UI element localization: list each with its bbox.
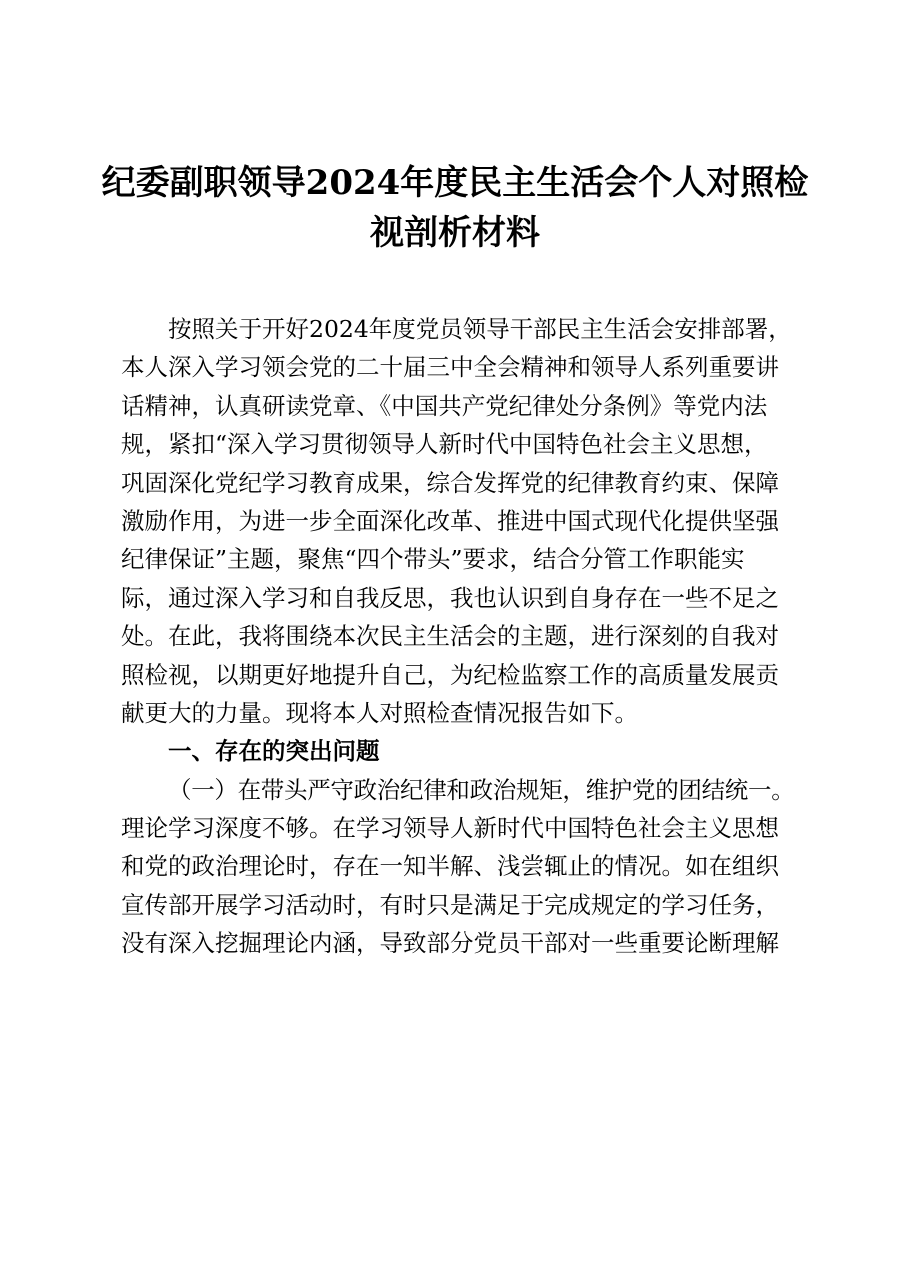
paragraph-line: 宣传部开展学习活动时，有时只是满足于完成规定的学习任务， <box>121 890 779 919</box>
paragraph-line: 纪律保证”主题，聚焦“四个带头”要求，结合分管工作职能实 <box>121 545 745 574</box>
paragraph-line: 处。在此，我将围绕本次民主生活会的主题，进行深刻的自我对 <box>121 622 779 651</box>
paragraph-line: 和党的政治理论时，存在一知半解、浅尝辄止的情况。如在组织 <box>121 852 779 881</box>
paragraph-line: 照检视，以期更好地提升自己，为纪检监察工作的高质量发展贡 <box>121 660 779 689</box>
title-line-2: 视剖析材料 <box>370 213 540 253</box>
paragraph-line: 理论学习深度不够。在学习领导人新时代中国特色社会主义思想 <box>121 814 779 843</box>
section-heading: 一、存在的突出问题 <box>168 737 380 766</box>
paragraph-line: 按照关于开好2024年度党员领导干部民主生活会安排部署， <box>168 315 792 343</box>
paragraph-line: 巩固深化党纪学习教育成果，综合发挥党的纪律教育约束、保障 <box>121 468 779 497</box>
document-body <box>121 310 811 963</box>
paragraph-line: 话精神，认真研读党章、《中国共产党纪律处分条例》等党内法 <box>121 391 768 420</box>
paragraph-line: 激励作用，为进一步全面深化改革、推进中国式现代化提供坚强 <box>121 506 779 535</box>
paragraph-line: 际，通过深入学习和自我反思，我也认识到自身存在一些不足之 <box>121 583 779 612</box>
document-title <box>100 158 810 258</box>
subsection-heading: （一）在带头严守政治纪律和政治规矩，维护党的团结统一。 <box>168 775 795 804</box>
paragraph-line: 本人深入学习领会党的二十届三中全会精神和领导人系列重要讲 <box>121 353 779 382</box>
paragraph-line: 规，紧扣“深入学习贯彻领导人新时代中国特色社会主义思想， <box>121 430 768 459</box>
paragraph-line: 没有深入挖掘理论内涵，导致部分党员干部对一些重要论断理解 <box>121 929 779 958</box>
paragraph-line: 献更大的力量。现将本人对照检查情况报告如下。 <box>121 698 638 727</box>
title-line-1: 纪委副职领导2024年度民主生活会个人对照检 <box>101 163 809 203</box>
